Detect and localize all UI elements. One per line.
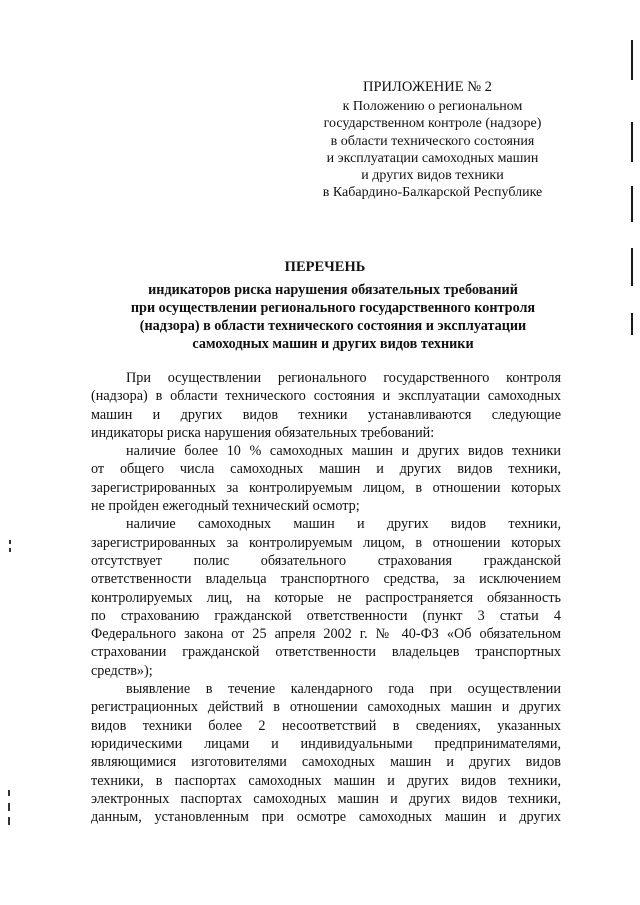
body-line: средств»); bbox=[91, 662, 153, 679]
body-line: электронных паспортах самоходных машин и других видов техники, bbox=[91, 790, 561, 807]
body-line: Федерального закона от 25 апреля 2002 г. № 40-ФЗ «Об обязательном bbox=[91, 626, 561, 643]
body-line: юридическими лицами и индивидуальными предпринимателями, bbox=[91, 735, 561, 752]
scan-margin-mark bbox=[9, 548, 11, 552]
body-line: наличие самоходных машин и других видов техники, bbox=[126, 516, 561, 533]
body-line: по страхованию гражданской ответственности (пункт 3 статьи 4 bbox=[91, 607, 561, 624]
body-line: не пройден ежегодный технический осмотр; bbox=[91, 498, 360, 515]
subtitle-line: самоходных машин и других видов техники bbox=[192, 336, 474, 353]
body-line: техники, в паспортах самоходных машин и других видов техники, bbox=[91, 772, 561, 789]
appendix-line: в Кабардино-Балкарской Республике bbox=[322, 185, 543, 201]
subtitle-line: (надзора) в области технического состояния и эксплуатации bbox=[139, 318, 527, 335]
subtitle-line: индикаторов риска нарушения обязательных требований bbox=[148, 282, 518, 298]
body-line: зарегистрированных за контролируемым лицом, в отношении которых bbox=[91, 479, 561, 496]
body-line: отсутствует полис обязательного страхования гражданской bbox=[91, 552, 561, 569]
body-line: зарегистрированных за контролируемым лицом, в отношении которых bbox=[91, 534, 561, 551]
scan-edge-mark bbox=[631, 313, 633, 335]
scan-edge-mark bbox=[631, 40, 633, 80]
body-line: При осуществлении регионального государственного контроля bbox=[126, 370, 561, 386]
body-line: регистрационных действий в отношении самоходных машин и других bbox=[91, 699, 561, 716]
body-line: контролируемых лиц, на которые не распространяется обязанность bbox=[91, 589, 561, 606]
body-line: являющимися изготовителями самоходных машин и других видов bbox=[91, 754, 561, 771]
document-body bbox=[91, 369, 561, 826]
body-line: индикаторы риска нарушения обязательных требований: bbox=[91, 424, 435, 441]
subtitle-line: при осуществлении регионального государственного контроля bbox=[130, 300, 536, 317]
appendix-line: в области технического состояния bbox=[330, 133, 535, 149]
scan-margin-mark bbox=[9, 540, 11, 544]
body-line: данным, установленным при осмотре самоходных машин и других bbox=[91, 809, 561, 826]
document-subtitle bbox=[88, 281, 578, 353]
appendix-line: и эксплуатации самоходных машин bbox=[326, 150, 539, 166]
body-line: выявление в течение календарного года при осуществлении bbox=[126, 681, 561, 698]
scan-margin-mark bbox=[8, 803, 10, 811]
appendix-line: и других видов техники bbox=[361, 168, 504, 184]
body-line: страховании гражданской ответственности владельцев транспортных bbox=[91, 644, 561, 661]
body-line: (надзора) в области технического состояния и эксплуатации самоходных bbox=[91, 388, 561, 405]
appendix-reference bbox=[300, 98, 565, 202]
appendix-line: к Положению о региональном bbox=[342, 99, 523, 114]
scan-edge-mark bbox=[631, 186, 633, 222]
body-line: машин и других видов техники устанавливаются следующие bbox=[91, 406, 561, 423]
document-title: ПЕРЕЧЕНЬ bbox=[284, 259, 366, 275]
body-line: видов техники более 2 несоответствий в сведениях, указанных bbox=[91, 717, 561, 734]
body-line: от общего числа самоходных машин и других видов техники, bbox=[91, 461, 561, 478]
body-line: наличие более 10 % самоходных машин и других видов техники bbox=[126, 443, 561, 460]
scan-edge-mark bbox=[631, 122, 633, 162]
appendix-line: государственном контроле (надзоре) bbox=[323, 116, 542, 132]
body-line: ответственности владельца транспортного средства, за исключением bbox=[91, 571, 561, 588]
appendix-title: ПРИЛОЖЕНИЕ № 2 bbox=[363, 79, 492, 95]
scan-margin-mark bbox=[8, 790, 10, 796]
scan-margin-mark bbox=[8, 817, 10, 825]
